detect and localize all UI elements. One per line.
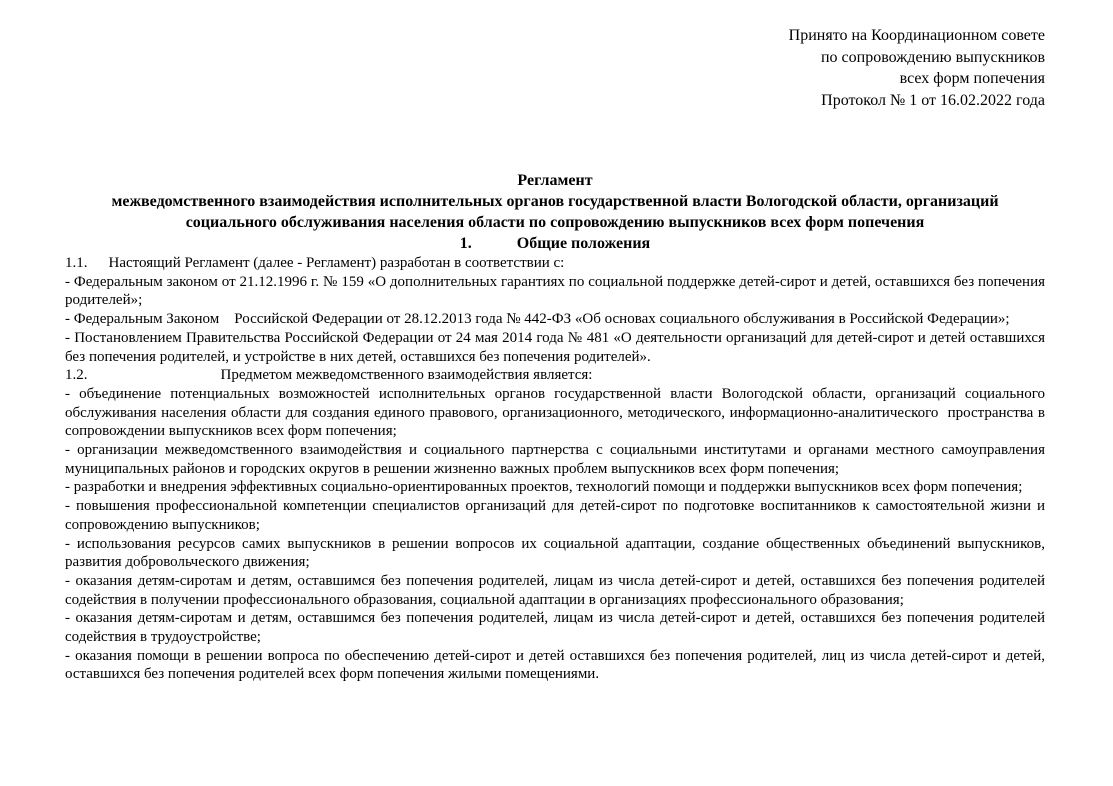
paragraph-1-1 (65, 254, 1045, 273)
clause-number: 1.1. (65, 255, 88, 271)
list-item: - оказания детям-сиротам и детям, оставшимся без попечения родителей, лицам из числа детей-сирот и детей, оставшихся без попечения родителей содействия в трудоустройстве; (65, 610, 1045, 646)
list-item: - оказания детям-сиротам и детям, оставшимся без попечения родителей, лицам из числа детей-сирот и детей, оставшихся без попечения родителей содействия в получении профессионального образования, социальной адаптации в организациях профессионального образования; (65, 572, 1045, 608)
list-item: - разработки и внедрения эффективных социально-ориентированных проектов, технологий помощи и поддержки выпускников всех форм попечения; (65, 479, 1023, 496)
section-label: Общие положения (516, 235, 651, 252)
clause-text: Настоящий Регламент (далее - Регламент) разработан в соответствии с: (108, 255, 565, 271)
paragraph-1-2 (65, 366, 1045, 385)
title-line-2: межведомственного взаимодействия исполнительных органов государственной власти Вологодской области, организаций (111, 193, 999, 210)
list-item: - Федеральным Законом Российской Федерации от 28.12.2013 года № 442-ФЗ «Об основах социального обслуживания в Российской Федерации»; (65, 311, 1010, 328)
clause-text: Предметом межведомственного взаимодействия является: (220, 367, 593, 384)
list-item: - Постановлением Правительства Российской Федерации от 24 мая 2014 года № 481 «О деятельности организаций для детей-сирот и детей оставшихся без попечения родителей, и устройстве в них детей, оставшихся без попечения родителей». (65, 329, 1045, 365)
list-item: - Федеральным законом от 21.12.1996 г. № 159 «О дополнительных гарантиях по социальной поддержке детей-сирот и детей, оставшихся без попечения родителей»; (65, 273, 1045, 309)
clause-number: 1.2. (65, 367, 88, 384)
title-line-1: Регламент (517, 172, 593, 189)
list-item: - организации межведомственного взаимодействия и социального партнерства с социальными институтами и органами местного самоуправления муниципальных районов и городских округов в решении жизненно важных проблем выпускников всех форм попечения; (65, 442, 1045, 477)
list-item: - объединение потенциальных возможностей исполнительных органов государственной власти Вологодской области, организаций социального обслуживания населения области для создания единого правового, организационного, методического, информационно-аналитического пространства в сопровождении выпускников всех форм попечения; (65, 385, 1045, 440)
approval-line-2: по сопровождению выпускников (820, 48, 1045, 66)
approval-block (65, 25, 1045, 111)
approval-line-1: Принято на Координационном совете (788, 27, 1045, 44)
document-title (65, 170, 1045, 233)
list-item: - использования ресурсов самих выпускников в решении вопросов их социальной адаптации, создание общественных объединений выпускников, развития добровольческого движения; (65, 535, 1045, 571)
section-heading (65, 233, 1045, 254)
approval-line-3: всех форм попечения (899, 70, 1045, 87)
approval-line-4: Протокол № 1 от 16.02.2022 года (821, 91, 1045, 109)
section-number: 1. (459, 235, 472, 252)
title-line-3: социального обслуживания населения области по сопровождению выпускников всех форм попечения (185, 214, 925, 231)
list-item: - повышения профессиональной компетенции специалистов организаций для детей-сирот по подготовке воспитанников к самостоятельной жизни и сопровождению выпускников; (65, 498, 1045, 533)
list-item: - оказания помощи в решении вопроса по обеспечению детей-сирот и детей оставшихся без попечения родителей, лиц из числа детей-сирот и детей, оставшихся без попечения родителей всех форм попечения жилыми помещениями. (65, 647, 1045, 683)
document-body (65, 254, 1045, 684)
